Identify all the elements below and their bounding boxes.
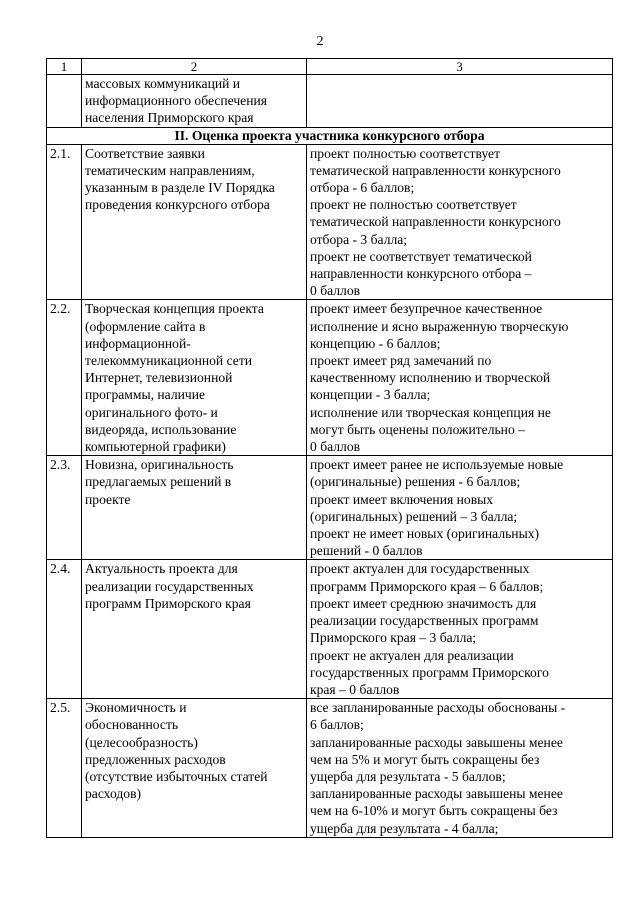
criterion-line: указанным в разделе IV Порядка: [85, 180, 275, 196]
score-line: проект не актуален для реализации: [310, 647, 514, 663]
row-number-cell: 2.1.: [47, 144, 82, 300]
row-number-cell: 2.5.: [47, 699, 82, 838]
score-line: проект актуален для государственных: [310, 561, 530, 577]
criterion-line: (отсутствие избыточных статей: [85, 768, 268, 784]
score-cell: [307, 699, 613, 838]
criterion-line: предложенных расходов: [85, 751, 226, 767]
score-line: проект имеет ранее не используемые новые: [310, 457, 564, 473]
criterion-line: расходов): [85, 786, 142, 802]
criterion-line: Соответствие заявки: [85, 145, 205, 161]
score-line: концепции - 3 балла;: [310, 387, 431, 403]
row-number-cell: 2.3.: [47, 456, 82, 560]
criterion-line: информационного обеспечения: [85, 93, 267, 109]
criteria-table: [46, 58, 613, 838]
score-line: ущерба для результата - 4 балла;: [310, 820, 499, 836]
header-col-2: 2: [82, 59, 307, 75]
score-line: отбора - 6 баллов;: [310, 180, 415, 196]
table-row: [47, 456, 613, 560]
row-number-cell: [47, 75, 82, 128]
score-line: (оригинальные) решения - 6 баллов;: [310, 474, 521, 490]
score-line: 0 баллов: [310, 439, 361, 455]
score-line: все запланированные расходы обоснованы -: [310, 700, 566, 716]
score-line: отбора - 3 балла;: [310, 231, 408, 247]
row-number-cell: 2.2.: [47, 300, 82, 456]
criterion-line: компьютерной графики): [85, 439, 226, 455]
criterion-line: массовых коммуникаций и: [85, 76, 241, 91]
row-number-cell: 2.4.: [47, 560, 82, 699]
score-line: направленности конкурсного отбора –: [310, 266, 532, 282]
score-cell: [307, 144, 613, 300]
score-line: государственных программ Приморского: [310, 664, 549, 680]
criterion-cell: [82, 144, 307, 300]
criterion-line: оригинального фото- и: [85, 404, 218, 420]
score-line: запланированные расходы завышены менее: [310, 734, 563, 750]
score-line: проект не полностью соответствует: [310, 197, 517, 213]
score-line: исполнение и ясно выраженную творческую: [310, 318, 569, 334]
criterion-line: (оформление сайта в: [85, 318, 206, 334]
criterion-cell: [82, 456, 307, 560]
table-row: [47, 699, 613, 838]
score-line: качественному исполнению и творческой: [310, 370, 551, 386]
score-line: ущерба для результата - 5 баллов;: [310, 768, 506, 784]
criterion-line: Интернет, телевизионной: [85, 370, 233, 386]
score-line: проект не соответствует тематической: [310, 248, 532, 264]
section-row: [47, 127, 613, 144]
score-line: концепцию - 6 баллов;: [310, 335, 441, 351]
score-line: исполнение или творческая концепция не: [310, 404, 551, 420]
criterion-line: проведения конкурсного отбора: [85, 197, 270, 213]
continuation-row: [47, 75, 613, 128]
score-line: проект имеет безупречное качественное: [310, 301, 543, 317]
score-line: края – 0 баллов: [310, 681, 400, 697]
score-line: запланированные расходы завышены менее: [310, 786, 563, 802]
score-line: проект не имеет новых (оригинальных): [310, 526, 540, 542]
criterion-line: телекоммуникационной сети: [85, 353, 253, 369]
score-line: (оригинальных) решений – 3 балла;: [310, 508, 518, 524]
header-col-1: 1: [47, 59, 82, 75]
criterion-cell: [82, 300, 307, 456]
criterion-line: Экономичность и: [85, 700, 187, 716]
criterion-line: обоснованность: [85, 717, 179, 733]
score-line: чем на 5% и могут быть сокращены без: [310, 751, 540, 767]
criterion-line: предлагаемых решений в: [85, 474, 232, 490]
table-row: [47, 300, 613, 456]
section-title: II. Оценка проекта участника конкурсного отбора: [47, 127, 613, 144]
score-line: чем на 6-10% и могут быть сокращены без: [310, 803, 558, 819]
criterion-line: информационной-: [85, 335, 191, 351]
score-line: проект имеет включения новых: [310, 491, 494, 507]
score-cell: [307, 300, 613, 456]
score-line: реализации государственных программ: [310, 613, 539, 629]
score-line: тематической направленности конкурсного: [310, 214, 561, 230]
criterion-line: программ Приморского края: [85, 595, 251, 611]
score-cell: [307, 75, 613, 128]
score-line: 6 баллов;: [310, 717, 364, 733]
header-col-3: 3: [307, 59, 613, 75]
criterion-line: Новизна, оригинальность: [85, 457, 234, 473]
score-line: проект имеет среднюю значимость для: [310, 595, 537, 611]
score-line: проект имеет ряд замечаний по: [310, 353, 492, 369]
score-line: 0 баллов: [310, 283, 361, 299]
criterion-line: реализации государственных: [85, 578, 254, 594]
score-cell: [307, 456, 613, 560]
score-line: проект полностью соответствует: [310, 145, 501, 161]
table-row: [47, 560, 613, 699]
score-line: решений - 0 баллов: [310, 543, 423, 559]
criterion-line: населения Приморского края: [85, 110, 254, 126]
criterion-line: тематическим направлениям,: [85, 162, 255, 178]
score-cell: [307, 560, 613, 699]
criterion-line: Творческая концепция проекта: [85, 301, 264, 317]
score-line: Приморского края – 3 балла;: [310, 630, 477, 646]
score-line: тематической направленности конкурсного: [310, 162, 561, 178]
score-line: программ Приморского края – 6 баллов;: [310, 578, 544, 594]
score-line: могут быть оценены положительно –: [310, 421, 525, 437]
criterion-cell: [82, 75, 307, 128]
criterion-line: проекте: [85, 491, 131, 507]
table-row: [47, 144, 613, 300]
criterion-line: видеоряда, использование: [85, 421, 237, 437]
table-header-row: [47, 59, 613, 75]
criterion-cell: [82, 699, 307, 838]
criterion-line: Актуальность проекта для: [85, 561, 238, 577]
criterion-cell: [82, 560, 307, 699]
criterion-line: (целесообразность): [85, 734, 198, 750]
criterion-line: программы, наличие: [85, 387, 206, 403]
page-number: 2: [316, 34, 324, 49]
criteria-rows: [47, 144, 613, 837]
